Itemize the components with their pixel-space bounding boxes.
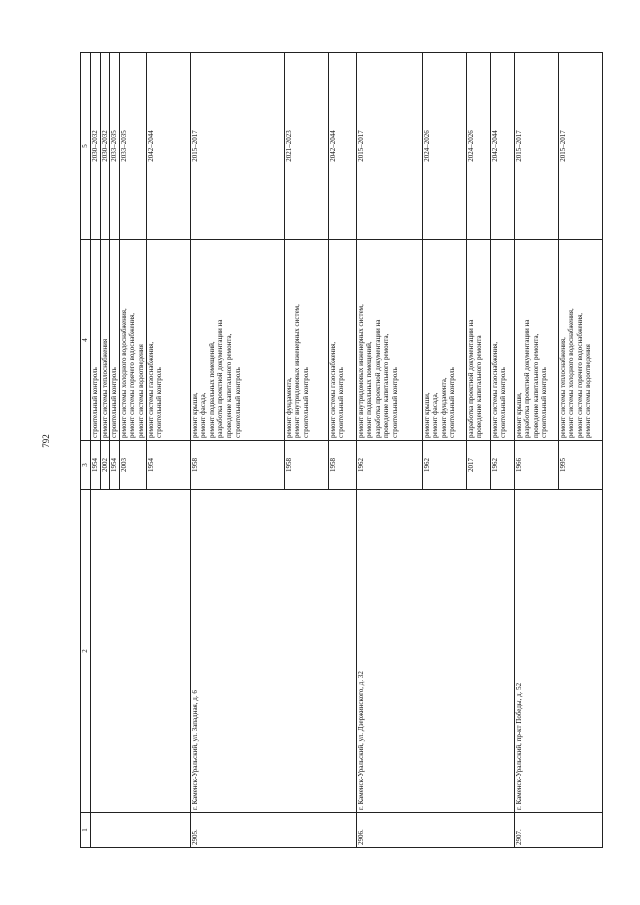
- period-cell: 2015–2017: [190, 53, 284, 240]
- header-col-3: 3: [81, 441, 91, 490]
- row-number: 2907.: [514, 813, 602, 848]
- header-col-4: 4: [81, 240, 91, 441]
- works-cell: строительный контроль: [110, 240, 120, 441]
- works-cell: ремонт крыши, ремонт фасада, ремонт подвальных помещений, разработка проектной документации на проведение капитального ремонта, строительный контроль: [190, 240, 284, 441]
- works-cell: ремонт системы газоснабжения, строительный контроль: [146, 240, 190, 441]
- period-cell: 2033–2035: [110, 53, 120, 240]
- year-cell: 1958: [328, 441, 356, 490]
- table-row: [356, 53, 422, 848]
- row-number: 2905.: [190, 813, 356, 848]
- table-row: [514, 53, 558, 848]
- year-cell: 1954: [91, 441, 101, 490]
- period-cell: 2015–2017: [514, 53, 558, 240]
- period-cell: 2042–2044: [490, 53, 514, 240]
- page-number: 792: [41, 434, 51, 448]
- address-cell: г. Каменск-Уральский, пр-кт Победы, д. 52: [514, 490, 602, 813]
- year-cell: 2002: [100, 441, 110, 490]
- header-col-5: 5: [81, 53, 91, 240]
- works-cell: ремонт внутридомовых инженерных систем, ремонт подвальных помещений, разработка проектной документации на проведение капитального ремонта, строительный контроль: [356, 240, 422, 441]
- works-cell: ремонт крыши, разработка проектной документации на проведение капитального ремонта, строительный контроль: [514, 240, 558, 441]
- rotated-table-container: [80, 78, 593, 848]
- period-cell: 2024–2026: [466, 53, 490, 240]
- year-cell: 1962: [422, 441, 466, 490]
- works-cell: ремонт системы теплоснабжения, ремонт системы холодного водоснабжения, ремонт системы горячего водоснабжения, ремонт системы водоотведения: [558, 240, 602, 441]
- works-cell: ремонт фундамента, ремонт внутридомовых инженерных систем, строительный контроль: [284, 240, 328, 441]
- period-cell: 2033–2035: [119, 53, 146, 240]
- works-cell: разработка проектной документации на проведение капитального ремонта: [466, 240, 490, 441]
- works-cell: строительный контроль: [91, 240, 101, 441]
- period-cell: 2021–2023: [284, 53, 328, 240]
- header-row: [81, 53, 91, 848]
- header-col-2: 2: [81, 490, 91, 813]
- year-cell: 2017: [466, 441, 490, 490]
- year-cell: 1962: [356, 441, 422, 490]
- row-number: 2906.: [356, 813, 514, 848]
- year-cell: 1962: [490, 441, 514, 490]
- year-cell: 1958: [284, 441, 328, 490]
- works-cell: ремонт системы теплоснабжения: [100, 240, 110, 441]
- table-row: [91, 53, 101, 848]
- capital-repair-table: [80, 52, 603, 848]
- works-cell: ремонт системы газоснабжения, строительный контроль: [328, 240, 356, 441]
- period-cell: 2015–2017: [558, 53, 602, 240]
- year-cell: 1954: [146, 441, 190, 490]
- period-cell: 2030–2032: [100, 53, 110, 240]
- year-cell: 1995: [558, 441, 602, 490]
- row-number: [91, 813, 191, 848]
- address-cell: [91, 490, 191, 813]
- year-cell: 1954: [110, 441, 120, 490]
- period-cell: 2042–2044: [328, 53, 356, 240]
- address-cell: г. Каменск-Уральский, ул. Западная, д. 6: [190, 490, 356, 813]
- year-cell: 1958: [190, 441, 284, 490]
- period-cell: 2015–2017: [356, 53, 422, 240]
- table-row: [190, 53, 284, 848]
- works-cell: ремонт системы газоснабжения, строительный контроль: [490, 240, 514, 441]
- year-cell: 2003: [119, 441, 146, 490]
- period-cell: 2024–2026: [422, 53, 466, 240]
- table-body: [91, 53, 603, 848]
- header-col-1: 1: [81, 813, 91, 848]
- works-cell: ремонт крыши, ремонт фасада, ремонт фундамента, строительный контроль: [422, 240, 466, 441]
- address-cell: г. Каменск-Уральский, ул. Дзержинского, д. 32: [356, 490, 514, 813]
- period-cell: 2042–2044: [146, 53, 190, 240]
- works-cell: ремонт системы холодного водоснабжения, ремонт системы горячего водоснабжения, ремонт системы водоотведения: [119, 240, 146, 441]
- period-cell: 2030–2032: [91, 53, 101, 240]
- year-cell: 1966: [514, 441, 558, 490]
